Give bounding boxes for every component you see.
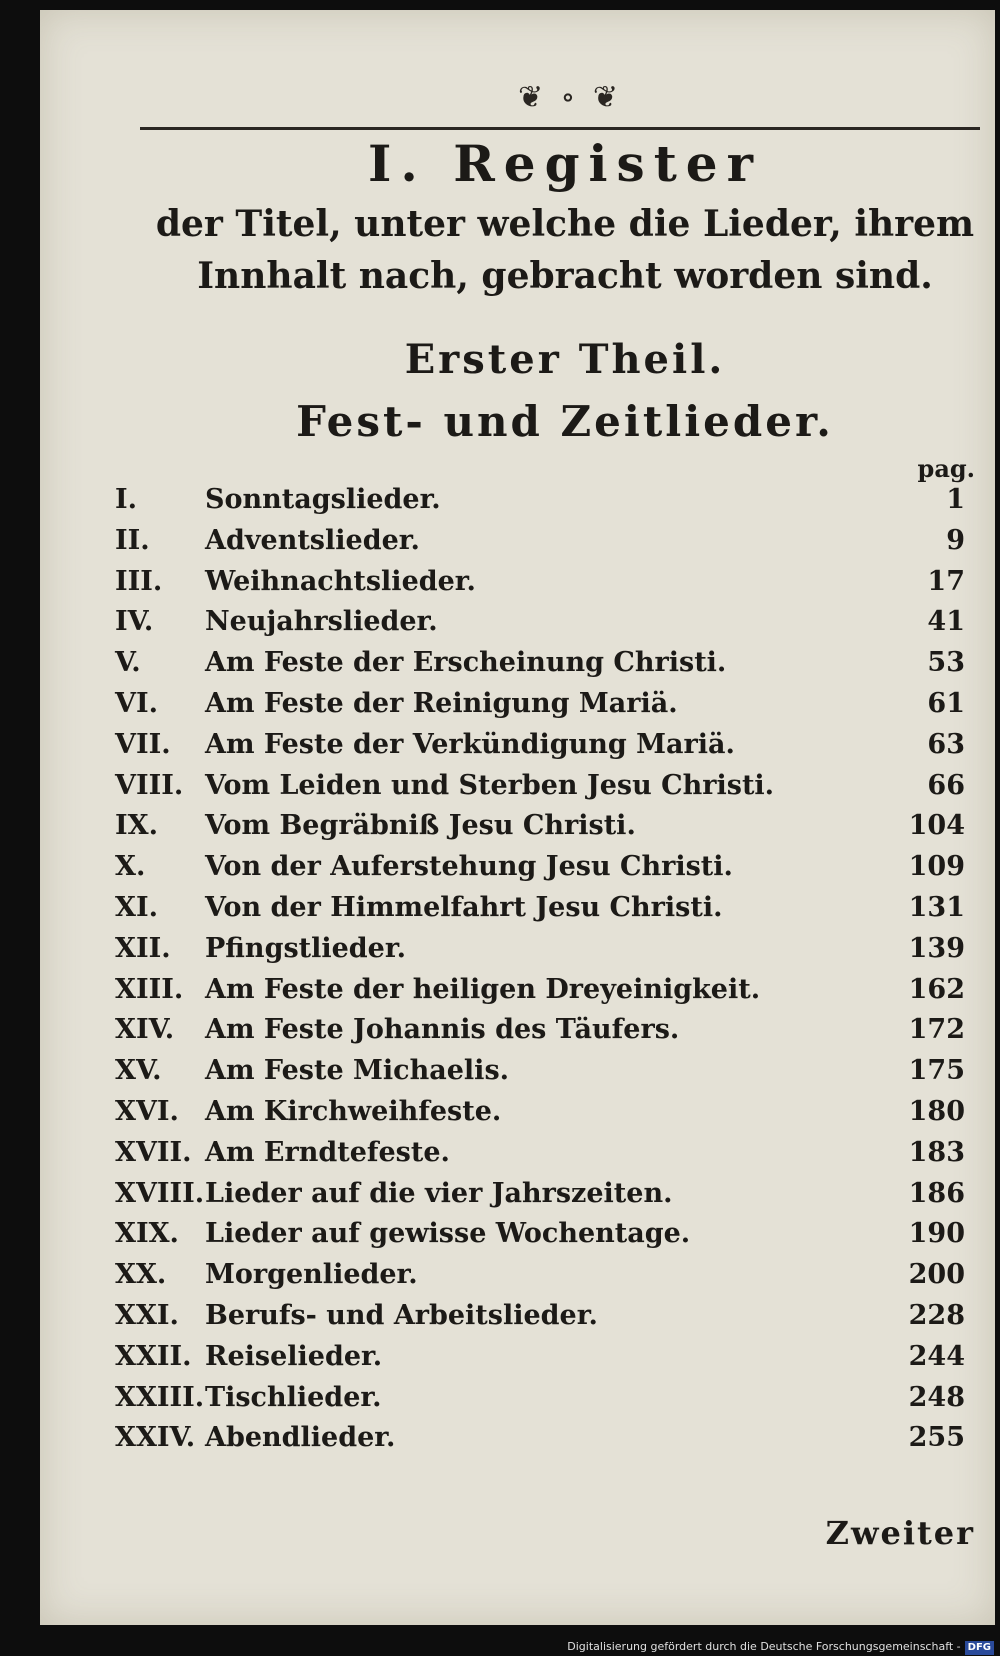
entry-page-number: 200 [908, 1259, 965, 1291]
entry-page-number: 104 [908, 810, 965, 842]
entry-number: XXII. [115, 1340, 192, 1372]
entry-number: I. [115, 484, 138, 515]
entry-page-number: 53 [927, 647, 965, 679]
entry-number: IV. [115, 606, 154, 638]
entry-number: XIV. [115, 1014, 175, 1046]
register-entry [115, 1378, 965, 1418]
entry-title: Am Kirchweihfeste. [205, 1096, 502, 1127]
entry-title: Am Erndtefeste. [205, 1136, 450, 1168]
entry-title: Lieder auf die vier Jahrszeiten. [205, 1177, 673, 1209]
entry-number: VII. [115, 728, 171, 760]
register-entry [115, 888, 965, 928]
entry-title: Tischlieder. [205, 1381, 382, 1413]
entry-page-number: 228 [908, 1300, 965, 1331]
entry-page-number: 1 [946, 484, 965, 515]
entry-number: VIII. [115, 769, 184, 801]
entry-title: Lieder auf gewisse Wochentage. [205, 1218, 691, 1250]
page-column-label: pag. [917, 454, 975, 483]
entry-title: Neujahrslieder. [205, 606, 438, 638]
entry-number: XV. [115, 1055, 162, 1087]
entry-page-number: 139 [908, 932, 965, 964]
entry-page-number: 248 [908, 1381, 965, 1413]
entry-title: Am Feste der Verkündigung Mariä. [205, 728, 735, 760]
entry-page-number: 180 [908, 1096, 965, 1127]
entry-title: Von der Himmelfahrt Jesu Christi. [205, 892, 723, 923]
register-entry [115, 766, 965, 806]
entry-title: Am Feste der Erscheinung Christi. [205, 647, 727, 679]
entry-title: Abendlieder. [205, 1422, 396, 1454]
register-entry [115, 602, 965, 642]
register-subtitle-line1: der Titel, unter welche die Lieder, ihrem [155, 203, 975, 245]
entry-number: III. [115, 565, 163, 597]
footer-credit: Digitalisierung gefördert durch die Deutsche Forschungsgemeinschaft - [567, 1640, 961, 1653]
entry-number: XVII. [115, 1136, 192, 1168]
entry-title: Reiselieder. [205, 1340, 383, 1372]
digitization-footer [567, 1638, 994, 1656]
entry-page-number: 63 [927, 728, 965, 760]
entry-number: XVIII. [115, 1177, 205, 1209]
entry-number: XXIII. [115, 1381, 205, 1413]
entry-page-number: 244 [908, 1340, 965, 1372]
register-title: I. Register [368, 134, 762, 193]
register-entry [115, 1255, 965, 1295]
register-entry [115, 806, 965, 846]
entry-number: XVI. [115, 1096, 179, 1127]
register-entry [115, 970, 965, 1010]
entry-number: XXIV. [115, 1422, 196, 1454]
register-entry [115, 684, 965, 724]
dfg-logo: DFG [965, 1641, 994, 1655]
register-entry [115, 1214, 965, 1254]
entry-number: XX. [115, 1259, 167, 1291]
register-entry [115, 562, 965, 602]
entry-title: Von der Auferstehung Jesu Christi. [205, 851, 733, 883]
register-entry [115, 847, 965, 887]
entry-page-number: 172 [908, 1014, 965, 1046]
ornament-headpiece: ❦ ∘ ❦ [517, 80, 623, 115]
register-entry [115, 1337, 965, 1377]
entry-number: X. [115, 851, 146, 883]
entry-title: Weihnachtslieder. [205, 565, 476, 597]
register-entry [115, 480, 965, 520]
entry-title: Am Feste der Reinigung Mariä. [205, 688, 678, 719]
entry-page-number: 190 [908, 1218, 965, 1250]
entry-page-number: 183 [908, 1136, 965, 1168]
register-entry [115, 725, 965, 765]
register-entry [115, 1010, 965, 1050]
entry-title: Am Feste der heiligen Dreyeinigkeit. [205, 973, 761, 1005]
entry-title: Morgenlieder. [205, 1259, 418, 1291]
entry-page-number: 186 [908, 1177, 965, 1209]
entry-title: Berufs- und Arbeitslieder. [205, 1300, 598, 1331]
entry-number: XIX. [115, 1218, 179, 1250]
entry-title: Pfingstlieder. [205, 932, 407, 964]
entry-number: II. [115, 524, 150, 556]
register-entry [115, 1174, 965, 1214]
entry-number: XIII. [115, 973, 184, 1005]
entry-page-number: 17 [927, 565, 965, 597]
section-title: Fest- und Zeitlieder. [296, 397, 834, 446]
register-subtitle-line2: Innhalt nach, gebracht worden sind. [197, 255, 933, 297]
entry-number: VI. [115, 688, 158, 719]
register-entry [115, 1133, 965, 1173]
entry-page-number: 9 [946, 524, 965, 556]
part-title: Erster Theil. [404, 336, 726, 383]
entry-title: Am Feste Johannis des Täufers. [205, 1014, 680, 1046]
register-entry [115, 1051, 965, 1091]
entry-number: V. [115, 647, 141, 679]
entry-title: Adventslieder. [205, 524, 420, 556]
register-entries [40, 10, 995, 1625]
register-entry [115, 1092, 965, 1132]
register-entry [115, 521, 965, 561]
entry-page-number: 61 [927, 688, 965, 719]
register-entry [115, 643, 965, 683]
entry-page-number: 131 [908, 892, 965, 923]
catchword: Zweiter [825, 1514, 975, 1552]
entry-page-number: 66 [927, 769, 965, 801]
entry-title: Vom Begräbniß Jesu Christi. [205, 810, 636, 842]
register-entry [115, 1296, 965, 1336]
entry-number: XI. [115, 892, 158, 923]
entry-title: Vom Leiden und Sterben Jesu Christi. [205, 769, 775, 801]
entry-number: XXI. [115, 1300, 179, 1331]
register-entry [115, 929, 965, 969]
entry-number: XII. [115, 932, 171, 964]
entry-page-number: 41 [927, 606, 965, 638]
entry-title: Sonntagslieder. [205, 484, 441, 515]
register-entry [115, 1418, 965, 1458]
entry-page-number: 255 [908, 1422, 965, 1454]
entry-page-number: 162 [908, 973, 965, 1005]
entry-page-number: 175 [908, 1055, 965, 1087]
book-page [40, 10, 995, 1625]
entry-title: Am Feste Michaelis. [205, 1055, 510, 1087]
entry-page-number: 109 [908, 851, 965, 883]
entry-number: IX. [115, 810, 158, 842]
